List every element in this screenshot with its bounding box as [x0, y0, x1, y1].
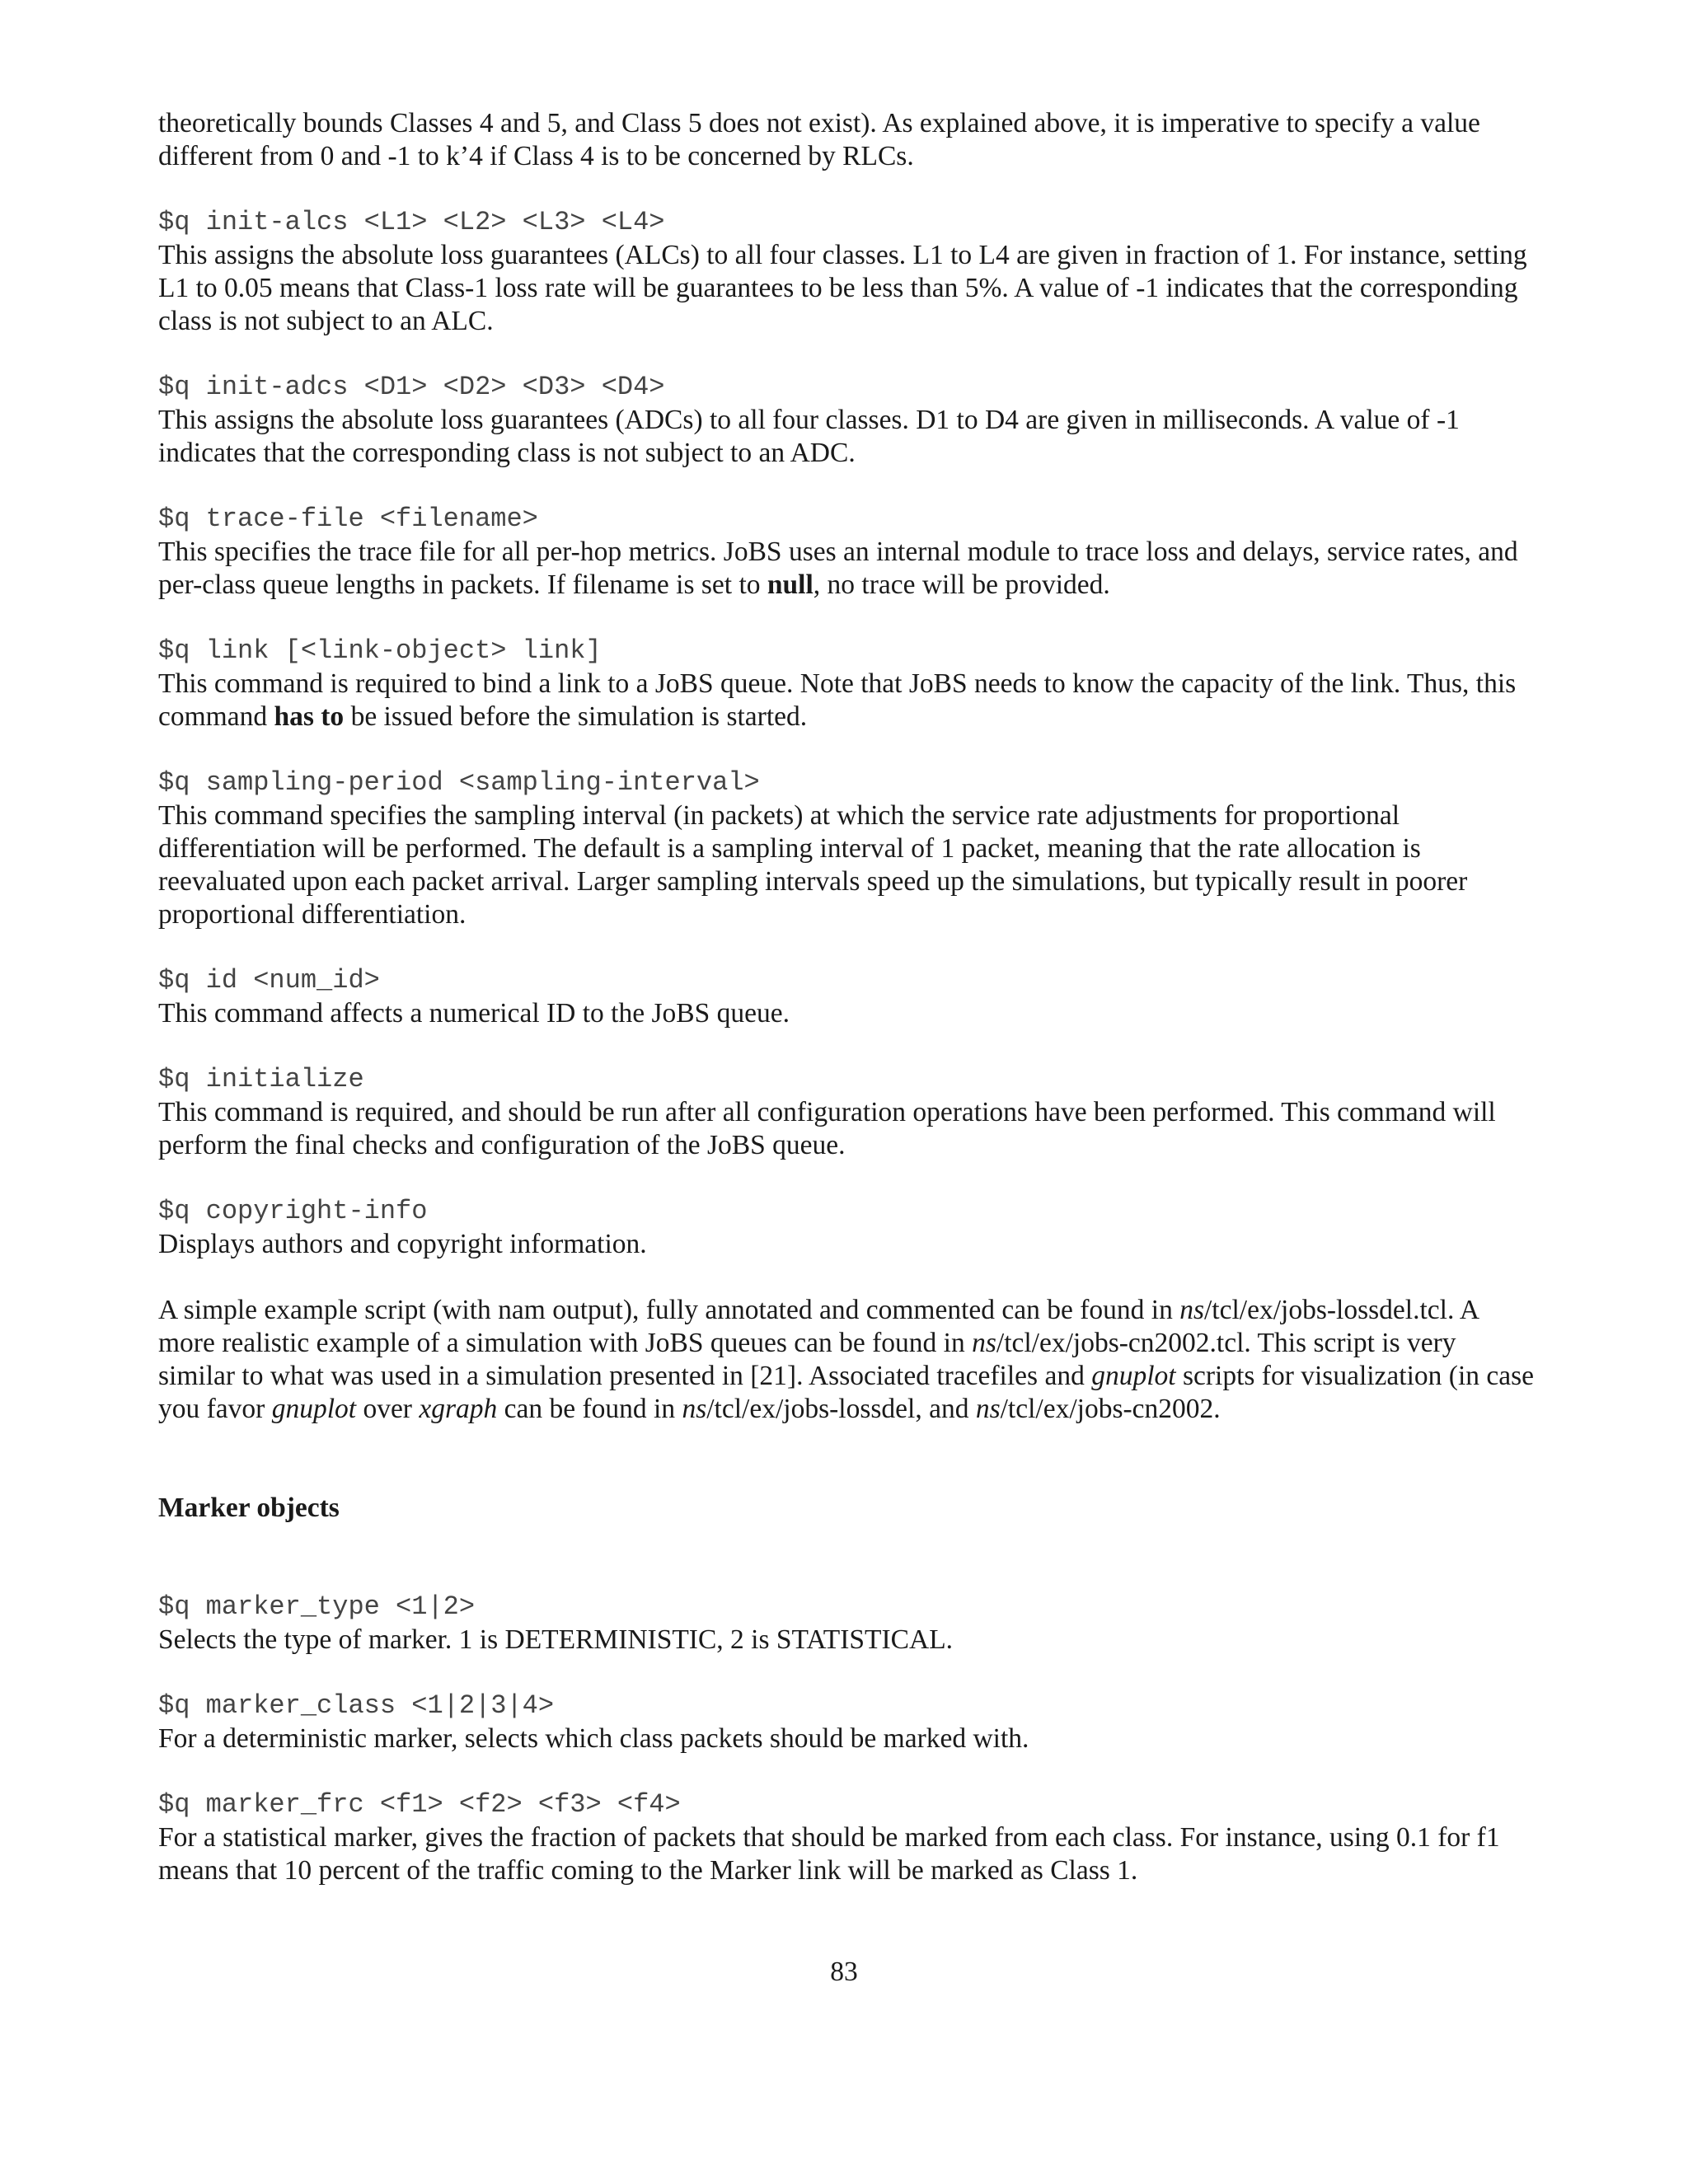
id-command: $q id <num_id> — [158, 965, 380, 996]
alcs-line-1: This assigns the absolute loss guarantees (ALCs) to all four classes. L1 to L4 are given in fraction of 1. For instance, setting — [158, 240, 1527, 270]
sampling-period-command: $q sampling-period <sampling-interval> — [158, 767, 760, 798]
page-number: 83 — [830, 1957, 858, 1987]
example-line-2: more realistic example of a simulation with JoBS queues can be found in ns/tcl/ex/jobs-cn2002.tcl. This script is very — [158, 1328, 1456, 1358]
link-line-2: command has to be issued before the simulation is started. — [158, 701, 808, 732]
marker-frc-command: $q marker_frc <f1> <f2> <f3> <f4> — [158, 1789, 681, 1820]
marker-class-line-1: For a deterministic marker, selects which class packets should be marked with. — [158, 1723, 1029, 1754]
intro-line-1: theoretically bounds Classes 4 and 5, and Class 5 does not exist). As explained above, it is imperative to specify a value — [158, 108, 1480, 138]
init-adcs-command: $q init-adcs <D1> <D2> <D3> <D4> — [158, 372, 665, 402]
example-line-4: you favor gnuplot over xgraph can be found in ns/tcl/ex/jobs-lossdel, and ns/tcl/ex/jobs-cn2002. — [158, 1394, 1221, 1424]
copyright-line-1: Displays authors and copyright information. — [158, 1229, 647, 1259]
adcs-line-1: This assigns the absolute loss guarantees (ADCs) to all four classes. D1 to D4 are given in milliseconds. A value of -1 — [158, 405, 1460, 435]
intro-line-2: different from 0 and -1 to k’4 if Class 4 is to be concerned by RLCs. — [158, 141, 914, 171]
sampling-line-2: differentiation will be performed. The default is a sampling interval of 1 packet, meaning that the rate allocation is — [158, 833, 1421, 864]
marker-frc-line-2: means that 10 percent of the traffic coming to the Marker link will be marked as Class 1. — [158, 1855, 1138, 1886]
copyright-info-command: $q copyright-info — [158, 1196, 428, 1226]
marker-frc-line-1: For a statistical marker, gives the fraction of packets that should be marked from each class. For instance, using 0.1 for f1 — [158, 1822, 1500, 1853]
marker-type-line-1: Selects the type of marker. 1 is DETERMINISTIC, 2 is STATISTICAL. — [158, 1624, 954, 1655]
trace-line-2: per-class queue lengths in packets. If filename is set to null, no trace will be provided. — [158, 569, 1110, 600]
adcs-line-2: indicates that the corresponding class is not subject to an ADC. — [158, 438, 856, 468]
section-heading: Marker objects — [158, 1493, 340, 1523]
marker-type-command: $q marker_type <1|2> — [158, 1591, 476, 1622]
alcs-line-3: class is not subject to an ALC. — [158, 306, 494, 336]
trace-line-1: This specifies the trace file for all per-hop metrics. JoBS uses an internal module to trace loss and delays, service rates, and — [158, 537, 1518, 567]
init-alcs-command: $q init-alcs <L1> <L2> <L3> <L4> — [158, 207, 665, 237]
link-command: $q link [<link-object> link] — [158, 635, 602, 666]
trace-file-command: $q trace-file <filename> — [158, 504, 538, 534]
sampling-line-3: reevaluated upon each packet arrival. Larger sampling intervals speed up the simulations, but typically result in poorer — [158, 866, 1468, 897]
example-line-1: A simple example script (with nam output), fully annotated and commented can be found in ns/tcl/ex/jobs-lossdel.tcl. A — [158, 1295, 1480, 1325]
initialize-line-2: perform the final checks and configuration of the JoBS queue. — [158, 1130, 846, 1160]
sampling-line-4: proportional differentiation. — [158, 899, 467, 930]
null-keyword: null — [767, 569, 814, 600]
document-body — [158, 107, 1543, 1887]
link-line-1: This command is required to bind a link to a JoBS queue. Note that JoBS needs to know the capacity of the link. Thus, this — [158, 668, 1517, 699]
initialize-line-1: This command is required, and should be run after all configuration operations have been performed. This command will — [158, 1097, 1496, 1127]
alcs-line-2: L1 to 0.05 means that Class-1 loss rate will be guarantees to be less than 5%. A value of -1 indicates that the corresponding — [158, 273, 1518, 303]
example-line-3: similar to what was used in a simulation presented in [21]. Associated tracefiles and gnuplot scripts for visualization (in case — [158, 1361, 1535, 1391]
has-to-emphasis: has to — [274, 701, 345, 732]
marker-class-command: $q marker_class <1|2|3|4> — [158, 1690, 555, 1721]
initialize-command: $q initialize — [158, 1064, 364, 1094]
sampling-line-1: This command specifies the sampling interval (in packets) at which the service rate adjustments for proportional — [158, 800, 1400, 831]
id-line-1: This command affects a numerical ID to the JoBS queue. — [158, 998, 790, 1029]
